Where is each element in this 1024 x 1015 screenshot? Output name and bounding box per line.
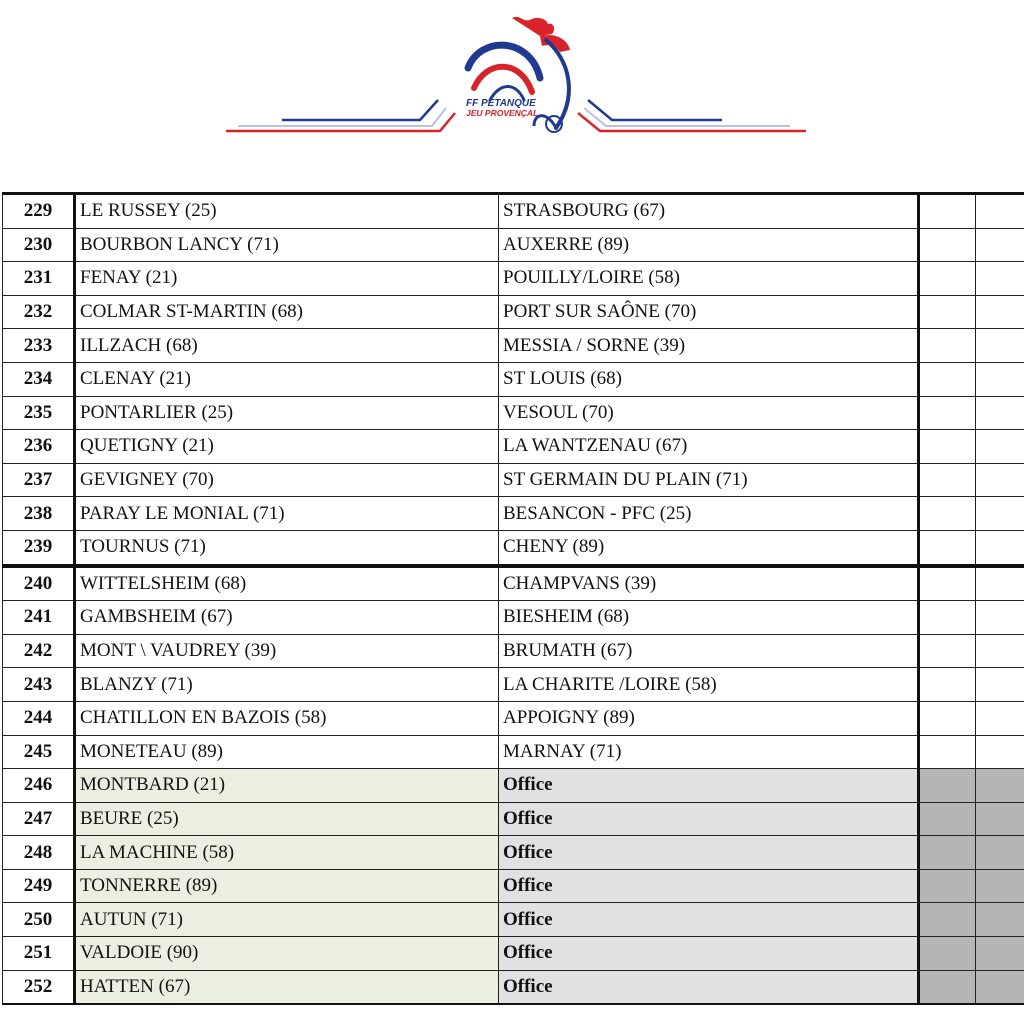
table-row	[3, 228, 1024, 262]
table-row	[3, 601, 1024, 635]
match-number: 230	[3, 228, 75, 262]
away-team: ST GERMAIN DU PLAIN (71)	[499, 463, 919, 497]
home-team: TONNERRE (89)	[75, 869, 499, 903]
table-row	[3, 735, 1024, 769]
table-row	[3, 430, 1024, 464]
home-team: MONETEAU (89)	[75, 735, 499, 769]
away-team: Office	[499, 869, 919, 903]
match-table-body	[3, 194, 1024, 1005]
table-row	[3, 970, 1024, 1004]
away-team: CHENY (89)	[499, 530, 919, 565]
home-team: COLMAR ST-MARTIN (68)	[75, 295, 499, 329]
score-cell	[919, 566, 976, 601]
home-team: BOURBON LANCY (71)	[75, 228, 499, 262]
away-team: MESSIA / SORNE (39)	[499, 329, 919, 363]
away-team: BESANCON - PFC (25)	[499, 497, 919, 531]
home-team: PARAY LE MONIAL (71)	[75, 497, 499, 531]
score-cell	[919, 396, 976, 430]
home-team: PONTARLIER (25)	[75, 396, 499, 430]
rooster-logo-icon	[0, 0, 1024, 190]
score-cell	[976, 701, 1024, 735]
match-number: 240	[3, 566, 75, 601]
score-cell	[919, 295, 976, 329]
home-team: WITTELSHEIM (68)	[75, 566, 499, 601]
table-row	[3, 668, 1024, 702]
table-row	[3, 362, 1024, 396]
home-team: MONTBARD (21)	[75, 769, 499, 803]
away-team: POUILLY/LOIRE (58)	[499, 262, 919, 296]
home-team: MONT \ VAUDREY (39)	[75, 634, 499, 668]
score-cell	[976, 497, 1024, 531]
home-team: BLANZY (71)	[75, 668, 499, 702]
score-cell	[919, 497, 976, 531]
table-row	[3, 869, 1024, 903]
table-row	[3, 262, 1024, 296]
match-number: 239	[3, 530, 75, 565]
home-team: ILLZACH (68)	[75, 329, 499, 363]
score-cell	[919, 530, 976, 565]
match-number: 252	[3, 970, 75, 1004]
away-team: STRASBOURG (67)	[499, 194, 919, 229]
score-cell	[919, 735, 976, 769]
score-cell	[919, 970, 976, 1004]
score-cell	[976, 530, 1024, 565]
score-cell	[976, 601, 1024, 635]
away-team: LA WANTZENAU (67)	[499, 430, 919, 464]
table-row	[3, 329, 1024, 363]
score-cell	[976, 430, 1024, 464]
away-team: Office	[499, 769, 919, 803]
away-team: APPOIGNY (89)	[499, 701, 919, 735]
match-number: 237	[3, 463, 75, 497]
score-cell	[919, 362, 976, 396]
match-number: 243	[3, 668, 75, 702]
table-row	[3, 836, 1024, 870]
home-team: HATTEN (67)	[75, 970, 499, 1004]
away-team: Office	[499, 836, 919, 870]
score-cell	[976, 937, 1024, 971]
score-cell	[976, 735, 1024, 769]
home-team: BEURE (25)	[75, 802, 499, 836]
match-number: 251	[3, 937, 75, 971]
away-team: BRUMATH (67)	[499, 634, 919, 668]
score-cell	[976, 329, 1024, 363]
match-number: 234	[3, 362, 75, 396]
score-cell	[976, 869, 1024, 903]
home-team: CLENAY (21)	[75, 362, 499, 396]
score-cell	[976, 262, 1024, 296]
table-row	[3, 802, 1024, 836]
table-row	[3, 194, 1024, 229]
score-cell	[919, 228, 976, 262]
match-number: 238	[3, 497, 75, 531]
away-team: Office	[499, 970, 919, 1004]
score-cell	[919, 634, 976, 668]
table-row	[3, 634, 1024, 668]
table-row	[3, 497, 1024, 531]
away-team: VESOUL (70)	[499, 396, 919, 430]
match-number: 250	[3, 903, 75, 937]
score-cell	[919, 194, 976, 229]
score-cell	[919, 463, 976, 497]
score-cell	[976, 769, 1024, 803]
home-team: GEVIGNEY (70)	[75, 463, 499, 497]
score-cell	[976, 194, 1024, 229]
home-team: QUETIGNY (21)	[75, 430, 499, 464]
away-team: AUXERRE (89)	[499, 228, 919, 262]
home-team: CHATILLON EN BAZOIS (58)	[75, 701, 499, 735]
table-row	[3, 396, 1024, 430]
away-team: Office	[499, 802, 919, 836]
match-table	[2, 192, 1024, 1005]
home-team: TOURNUS (71)	[75, 530, 499, 565]
logo-text-primary: FF PETANQUE	[466, 98, 536, 109]
score-cell	[976, 970, 1024, 1004]
home-team: AUTUN (71)	[75, 903, 499, 937]
home-team: LE RUSSEY (25)	[75, 194, 499, 229]
score-cell	[976, 668, 1024, 702]
away-team: ST LOUIS (68)	[499, 362, 919, 396]
score-cell	[976, 228, 1024, 262]
score-cell	[919, 668, 976, 702]
away-team: CHAMPVANS (39)	[499, 566, 919, 601]
match-number: 248	[3, 836, 75, 870]
score-cell	[976, 396, 1024, 430]
match-number: 235	[3, 396, 75, 430]
away-team: LA CHARITE /LOIRE (58)	[499, 668, 919, 702]
away-team: MARNAY (71)	[499, 735, 919, 769]
home-team: FENAY (21)	[75, 262, 499, 296]
score-cell	[919, 601, 976, 635]
match-number: 245	[3, 735, 75, 769]
score-cell	[919, 262, 976, 296]
score-cell	[919, 869, 976, 903]
table-row	[3, 937, 1024, 971]
score-cell	[976, 295, 1024, 329]
score-cell	[919, 701, 976, 735]
score-cell	[919, 802, 976, 836]
score-cell	[919, 937, 976, 971]
match-number: 242	[3, 634, 75, 668]
score-cell	[919, 903, 976, 937]
match-number: 241	[3, 601, 75, 635]
federation-logo	[0, 0, 1024, 190]
score-cell	[976, 566, 1024, 601]
match-number: 231	[3, 262, 75, 296]
match-number: 246	[3, 769, 75, 803]
table-row	[3, 566, 1024, 601]
score-cell	[976, 463, 1024, 497]
table-row	[3, 903, 1024, 937]
table-row	[3, 295, 1024, 329]
table-row	[3, 701, 1024, 735]
score-cell	[976, 903, 1024, 937]
score-cell	[976, 802, 1024, 836]
home-team: GAMBSHEIM (67)	[75, 601, 499, 635]
score-cell	[919, 430, 976, 464]
away-team: Office	[499, 937, 919, 971]
score-cell	[919, 329, 976, 363]
table-row	[3, 463, 1024, 497]
table-row	[3, 769, 1024, 803]
match-number: 249	[3, 869, 75, 903]
score-cell	[919, 836, 976, 870]
home-team: VALDOIE (90)	[75, 937, 499, 971]
table-row	[3, 530, 1024, 565]
match-number: 229	[3, 194, 75, 229]
match-number: 232	[3, 295, 75, 329]
score-cell	[919, 769, 976, 803]
logo-text-secondary: JEU PROVENÇAL	[466, 108, 539, 118]
score-cell	[976, 836, 1024, 870]
match-number: 247	[3, 802, 75, 836]
away-team: PORT SUR SAÔNE (70)	[499, 295, 919, 329]
match-number: 244	[3, 701, 75, 735]
away-team: BIESHEIM (68)	[499, 601, 919, 635]
match-number: 236	[3, 430, 75, 464]
score-cell	[976, 634, 1024, 668]
away-team: Office	[499, 903, 919, 937]
home-team: LA MACHINE (58)	[75, 836, 499, 870]
score-cell	[976, 362, 1024, 396]
match-number: 233	[3, 329, 75, 363]
